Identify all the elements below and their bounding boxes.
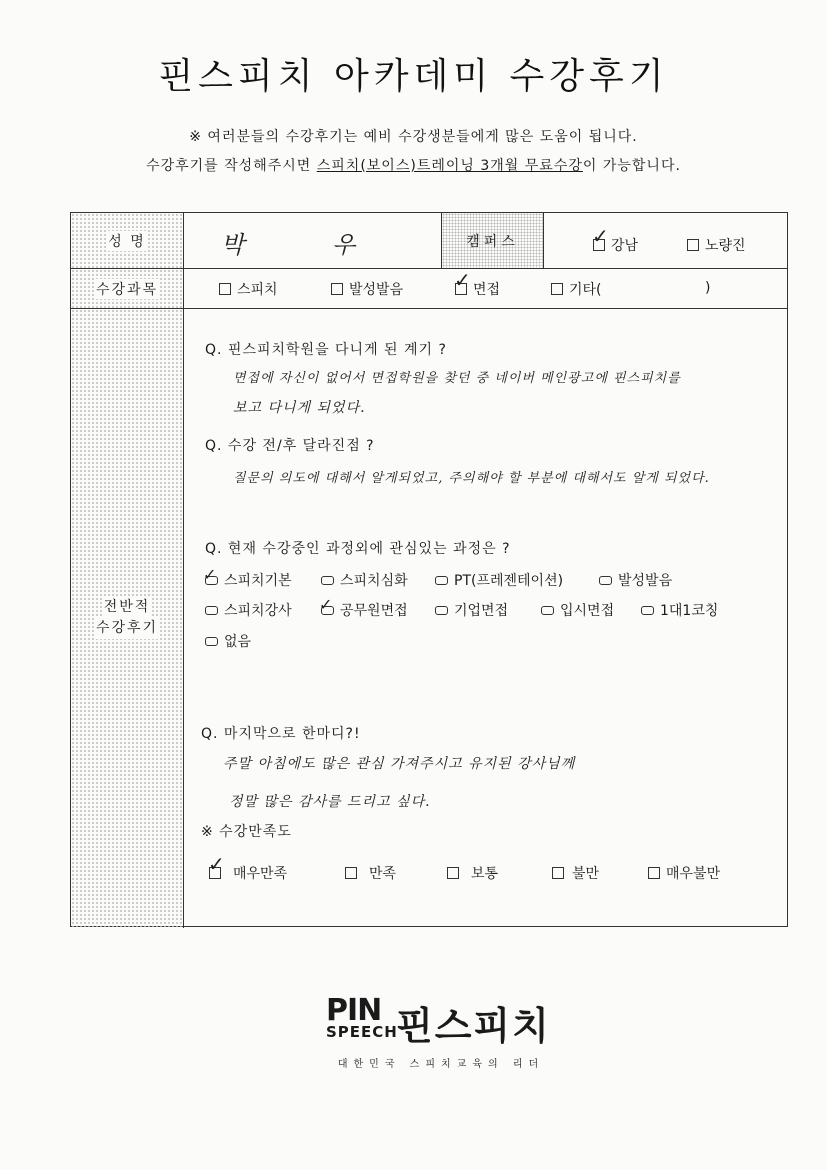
name-label: 성 명 [106, 231, 148, 251]
checkbox[interactable] [345, 867, 357, 879]
answer-2: 질문의 의도에 대해서 알게되었고, 주의해야 할 부분에 대해서도 알게 되었다. [233, 471, 710, 486]
review-form [70, 212, 788, 927]
satisfaction-option-label: 매우불만 [666, 866, 721, 882]
logo-tagline: 대한민국 스피치교육의 리더 [337, 1059, 545, 1070]
interest-option-label: 입시면접 [560, 603, 615, 619]
satisfaction-dissatisfied[interactable] [552, 863, 599, 883]
satisfaction-neutral[interactable] [447, 863, 498, 883]
checkbox[interactable] [205, 606, 218, 615]
question-2: Q. 수강 전/후 달라진점 ? [205, 438, 375, 454]
interest-option-vocal[interactable] [599, 570, 672, 590]
interest-option-label: 스피치강사 [224, 603, 292, 619]
checkbox[interactable] [648, 867, 660, 879]
course-option-interview[interactable] [455, 279, 500, 299]
interest-option-label: 1대1코칭 [660, 603, 719, 619]
pinspeech-logo [326, 993, 556, 1083]
notice-free-course: 스피치(보이스)트레이닝 3개월 무료수강 [316, 158, 583, 174]
course-option-label: 면접 [473, 282, 501, 298]
satisfaction-option-label: 만족 [369, 866, 397, 882]
checkbox[interactable] [435, 606, 448, 615]
interest-option-civil-service[interactable] [321, 600, 408, 620]
course-option-label: 기타( [569, 282, 602, 298]
question-3: Q. 현재 수강중인 과정외에 관심있는 과정은 ? [205, 541, 511, 557]
interest-option-label: 스피치기본 [224, 573, 292, 589]
interest-option-label: 공무원면접 [340, 603, 408, 619]
notice-line-1: ※ 여러분들의 수강후기는 예비 수강생분들에게 많은 도움이 됩니다. [189, 129, 638, 145]
course-option-label: 스피치 [237, 282, 278, 298]
checkbox-checked[interactable] [321, 606, 334, 615]
satisfaction-satisfied[interactable] [345, 863, 396, 883]
satisfaction-option-label: 보통 [471, 866, 499, 882]
review-label-2: 수강후기 [94, 618, 160, 639]
checkbox[interactable] [687, 239, 699, 251]
interest-option-speech-advanced[interactable] [321, 570, 408, 590]
satisfaction-very-dissatisfied[interactable] [648, 863, 720, 883]
notice-line-2 [0, 155, 827, 175]
campus-label-cell [442, 213, 543, 268]
interest-option-speech-basic[interactable] [205, 570, 292, 590]
checkbox[interactable] [641, 606, 654, 615]
question-1: Q. 핀스피치학원을 다니게 된 계기 ? [205, 342, 447, 358]
answer-1-line-2: 보고 다니게 되었다. [233, 400, 366, 416]
satisfaction-title: ※ 수강만족도 [201, 824, 292, 840]
logo-pin: PIN [326, 993, 382, 1028]
column-divider [543, 213, 544, 268]
review-label-cell [71, 309, 183, 927]
course-option-speech[interactable] [219, 279, 278, 299]
checkbox[interactable] [447, 867, 459, 879]
notice-line-2-pre: 수강후기를 작성해주시면 [146, 158, 317, 174]
page-title: 핀스피치 아카데미 수강후기 [158, 56, 669, 97]
checkbox[interactable] [219, 283, 231, 295]
course-label-cell [71, 269, 183, 308]
interest-option-label: 발성발음 [618, 573, 673, 589]
interest-option-label: 없음 [224, 634, 252, 650]
question-4: Q. 마지막으로 한마디?! [201, 726, 361, 742]
satisfaction-very-satisfied[interactable] [209, 863, 287, 883]
notice-line-2-post: 이 가능합니다. [582, 158, 681, 174]
review-label-1: 전반적 [102, 597, 153, 618]
interest-option-admission[interactable] [541, 600, 614, 620]
interest-option-corporate[interactable] [435, 600, 508, 620]
campus-option-label: 노량진 [705, 238, 746, 254]
checkbox[interactable] [331, 283, 343, 295]
satisfaction-option-label: 불만 [572, 866, 600, 882]
checkbox[interactable] [551, 283, 563, 295]
campus-option-label: 강남 [611, 238, 639, 254]
answer-4-line-2: 정말 많은 감사를 드리고 싶다. [229, 794, 431, 810]
interest-option-label: 스피치심화 [340, 573, 408, 589]
checkbox-checked[interactable] [593, 239, 605, 251]
checkbox[interactable] [321, 576, 334, 585]
column-divider [183, 213, 184, 928]
name-field[interactable]: 박 우 [221, 231, 395, 259]
campus-option-gangnam[interactable] [593, 235, 638, 255]
logo-korean: 핀스피치 [396, 1004, 551, 1048]
answer-4-line-1: 주말 아침에도 많은 관심 가져주시고 유지된 강사님께 [223, 756, 576, 772]
course-other-close: ) [705, 280, 711, 296]
checkbox[interactable] [541, 606, 554, 615]
logo-speech: SPEECH [326, 1023, 398, 1041]
checkbox-checked[interactable] [209, 867, 221, 879]
checkbox[interactable] [205, 637, 218, 646]
course-option-vocal[interactable] [331, 279, 403, 299]
course-option-label: 발성발음 [349, 282, 404, 298]
interest-option-pt[interactable] [435, 570, 563, 590]
interest-option-none[interactable] [205, 631, 251, 651]
course-label: 수강과목 [94, 279, 160, 299]
checkbox-checked[interactable] [455, 283, 467, 295]
interest-option-coaching[interactable] [641, 600, 718, 620]
campus-option-noryangjin[interactable] [687, 235, 746, 255]
checkbox-checked[interactable] [205, 576, 218, 585]
interest-option-label: 기업면접 [454, 603, 509, 619]
checkbox[interactable] [435, 576, 448, 585]
interest-option-speech-instructor[interactable] [205, 600, 292, 620]
name-label-cell [71, 213, 183, 268]
campus-label: 캠퍼스 [466, 233, 519, 250]
answer-1-line-1: 면접에 자신이 없어서 면접학원을 찾던 중 네이버 메인광고에 핀스피치를 [233, 371, 681, 386]
checkbox[interactable] [599, 576, 612, 585]
course-option-other[interactable] [551, 279, 602, 299]
checkbox[interactable] [552, 867, 564, 879]
satisfaction-option-label: 매우만족 [233, 866, 288, 882]
interest-option-label: PT(프레젠테이션) [454, 573, 564, 589]
